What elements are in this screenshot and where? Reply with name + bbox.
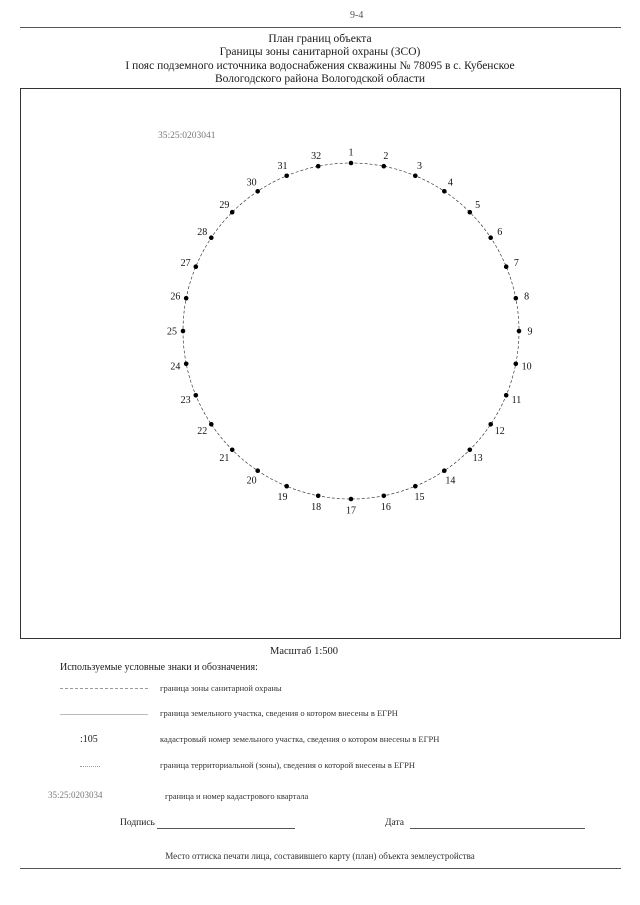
- boundary-point-12: [488, 422, 493, 427]
- boundary-point-label-24: 24: [170, 361, 181, 373]
- boundary-point-13: [468, 448, 473, 453]
- boundary-point-label-2: 2: [383, 150, 389, 162]
- boundary-point-label-9: 9: [527, 326, 533, 338]
- boundary-point-label-27: 27: [180, 258, 191, 269]
- boundary-point-30: [255, 189, 260, 194]
- boundary-point-21: [230, 448, 235, 453]
- boundary-point-22: [209, 422, 214, 427]
- date-line: [410, 828, 585, 829]
- legend-text-parcel-number: кадастровый номер земельного участка, сведения о котором внесены в ЕГРН: [160, 734, 440, 744]
- boundary-point-26: [184, 296, 189, 301]
- legend-line-territorial-zone: [80, 766, 100, 767]
- boundary-point-label-17: 17: [346, 505, 356, 517]
- boundary-point-11: [504, 393, 509, 398]
- boundary-point-label-14: 14: [445, 475, 456, 487]
- title-line-3: I пояс подземного источника водоснабжения скважины № 78095 в с. Кубенское: [125, 60, 515, 72]
- boundary-point-label-23: 23: [180, 395, 191, 406]
- legend-text-quarter: граница и номер кадастрового квартала: [165, 791, 309, 801]
- boundary-point-19: [284, 484, 289, 489]
- boundary-point-label-21: 21: [219, 453, 230, 465]
- boundary-point-20: [255, 468, 260, 473]
- bottom-rule: [20, 868, 621, 869]
- title-line-2: Границы зоны санитарной охраны (ЗСО): [219, 46, 421, 58]
- boundary-point-label-11: 11: [511, 395, 522, 406]
- boundary-point-7: [504, 264, 509, 269]
- title-line-4: Вологодского района Вологодской области: [214, 73, 426, 85]
- boundary-point-label-20: 20: [246, 475, 257, 487]
- boundary-point-28: [209, 235, 214, 240]
- legend-line-zso: [60, 688, 148, 689]
- boundary-point-label-8: 8: [524, 291, 530, 303]
- boundary-point-5: [468, 210, 473, 215]
- boundary-point-label-7: 7: [513, 258, 519, 269]
- boundary-point-label-10: 10: [521, 361, 532, 373]
- boundary-point-label-28: 28: [197, 227, 208, 239]
- boundary-point-label-29: 29: [219, 199, 230, 211]
- boundary-point-label-16: 16: [380, 502, 391, 514]
- legend-line-parcel: [60, 714, 148, 715]
- legend-text-parcel: граница земельного участка, сведения о котором внесены в ЕГРН: [160, 708, 398, 718]
- boundary-point-16: [382, 494, 387, 499]
- boundary-point-label-15: 15: [414, 491, 425, 503]
- boundary-point-25: [181, 329, 186, 334]
- boundary-point-label-22: 22: [197, 425, 208, 437]
- boundary-point-29: [230, 210, 235, 215]
- legend-text-zso: граница зоны санитарной охраны: [160, 683, 282, 693]
- boundary-point-label-6: 6: [497, 227, 503, 239]
- boundary-point-31: [284, 174, 289, 179]
- boundary-point-15: [413, 484, 418, 489]
- signature-line: [157, 828, 295, 829]
- boundary-point-23: [194, 393, 199, 398]
- boundary-point-8: [514, 296, 519, 301]
- legend-symbol-parcel-number: :105: [80, 734, 98, 745]
- legend-symbol-quarter: 35:25:0203034: [48, 790, 103, 800]
- boundary-point-label-5: 5: [475, 199, 481, 211]
- boundary-point-27: [194, 264, 199, 269]
- boundary-point-17: [349, 497, 354, 502]
- boundary-point-label-26: 26: [170, 291, 181, 303]
- boundary-point-3: [413, 174, 418, 179]
- scale-label: Масштаб 1:500: [270, 646, 339, 657]
- boundary-point-label-30: 30: [246, 177, 257, 189]
- boundary-point-label-4: 4: [447, 177, 453, 189]
- boundary-point-32: [316, 164, 321, 169]
- cadastral-quarter-label: 35:25:0203041: [158, 131, 216, 141]
- boundary-point-2: [382, 164, 387, 169]
- boundary-point-14: [442, 468, 447, 473]
- boundary-point-9: [517, 329, 522, 334]
- boundary-point-label-1: 1: [348, 147, 354, 159]
- boundary-point-label-25: 25: [167, 326, 177, 338]
- boundary-point-label-12: 12: [494, 425, 505, 437]
- boundary-point-10: [514, 362, 519, 367]
- boundary-point-label-3: 3: [417, 161, 422, 173]
- boundary-point-1: [349, 161, 354, 166]
- boundary-point-18: [316, 494, 321, 499]
- boundary-point-6: [488, 235, 493, 240]
- boundary-point-label-31: 31: [277, 161, 288, 173]
- boundary-point-label-18: 18: [311, 502, 322, 514]
- boundary-point-4: [442, 189, 447, 194]
- boundary-point-label-32: 32: [311, 150, 322, 162]
- legend-text-territorial-zone: граница территориальной (зоны), сведения о которой внесены в ЕГРН: [160, 760, 415, 770]
- boundary-point-label-19: 19: [277, 491, 288, 503]
- signature-label: Подпись: [120, 818, 155, 828]
- stamp-place-label: Место оттиска печати лица, составившего карту (план) объекта землеустройства: [165, 851, 475, 861]
- boundary-point-label-13: 13: [472, 453, 483, 465]
- legend-title: Используемые условные знаки и обозначения:: [60, 662, 258, 673]
- boundary-point-24: [184, 362, 189, 367]
- page-number: 9-4: [350, 10, 364, 21]
- title-line-1: План границ объекта: [268, 33, 372, 45]
- date-label: Дата: [385, 818, 404, 828]
